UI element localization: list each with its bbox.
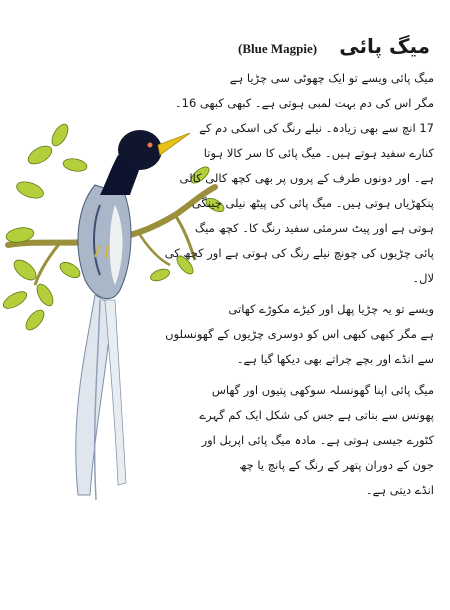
paragraph-1 xyxy=(164,66,434,291)
text-line: میگ پائی اپنا گھونسلہ سوکھی پتیوں اور گھاس xyxy=(211,383,434,397)
article-body xyxy=(164,66,434,509)
text-line: ہے۔ اور دونوں طرف کے پروں پر بھی کچھ کالی کالی xyxy=(179,171,434,185)
title-urdu: میگ پائی xyxy=(339,34,430,58)
text-line: پائی چڑیوں کی چونچ نیلے رنگ کی ہوتی ہے اور کچھ کی xyxy=(164,246,434,260)
paragraph-3 xyxy=(199,378,434,503)
text-line: 17 انچ سے بھی زیادہ۔ نیلے رنگ کی اسکی دم کے xyxy=(199,121,434,135)
text-line: مگر اس کی دم بہت لمبی ہوتی ہے۔ کبھی کبھی 16۔ xyxy=(174,96,434,110)
title-english: (Blue Magpie) xyxy=(238,41,318,56)
title-row xyxy=(238,34,438,64)
text-line: جون کے دوران پتھر کے رنگ کے پانچ یا چھ xyxy=(239,458,434,472)
text-line: ویسے تو یہ چڑیا پھل اور کیڑے مکوڑے کھاتی xyxy=(228,302,434,316)
text-line: پھونس سے بناتی ہے جس کی شکل ایک کم گہرے xyxy=(199,408,434,422)
text-line: ہے مگر کبھی کبھی اس کو دوسری چڑیوں کے گھونسلوں xyxy=(165,327,434,341)
text-line: سے انڈے اور بچے چراتے بھی دیکھا گیا ہے۔ xyxy=(236,352,434,366)
tail xyxy=(76,295,112,495)
text-line: میگ پائی ویسے تو ایک چھوٹی سی چڑیا ہے xyxy=(229,71,434,85)
bird-beak xyxy=(158,133,190,155)
blue-magpie-illustration xyxy=(0,95,230,515)
text-line: لال۔ xyxy=(412,271,434,285)
text-line: انڈے دیتی ہے۔ xyxy=(365,483,434,497)
bird-body xyxy=(78,185,131,299)
paragraph-2 xyxy=(165,297,434,372)
text-line: کنارے سفید ہوتے ہیں۔ میگ پائی کا سر کالا ہوتا xyxy=(203,146,434,160)
text-line: پنکھڑیاں ہوتی ہیں۔ میگ پائی کی پیٹھ نیلی چینگی xyxy=(191,196,434,210)
text-line: کٹورے جیسی ہوتی ہے۔ مادہ میگ پائی اپریل اور xyxy=(201,433,434,447)
text-line: ہوتی ہے اور پیٹ سرمئی سفید رنگ کا۔ کچھ میگ xyxy=(194,221,434,235)
